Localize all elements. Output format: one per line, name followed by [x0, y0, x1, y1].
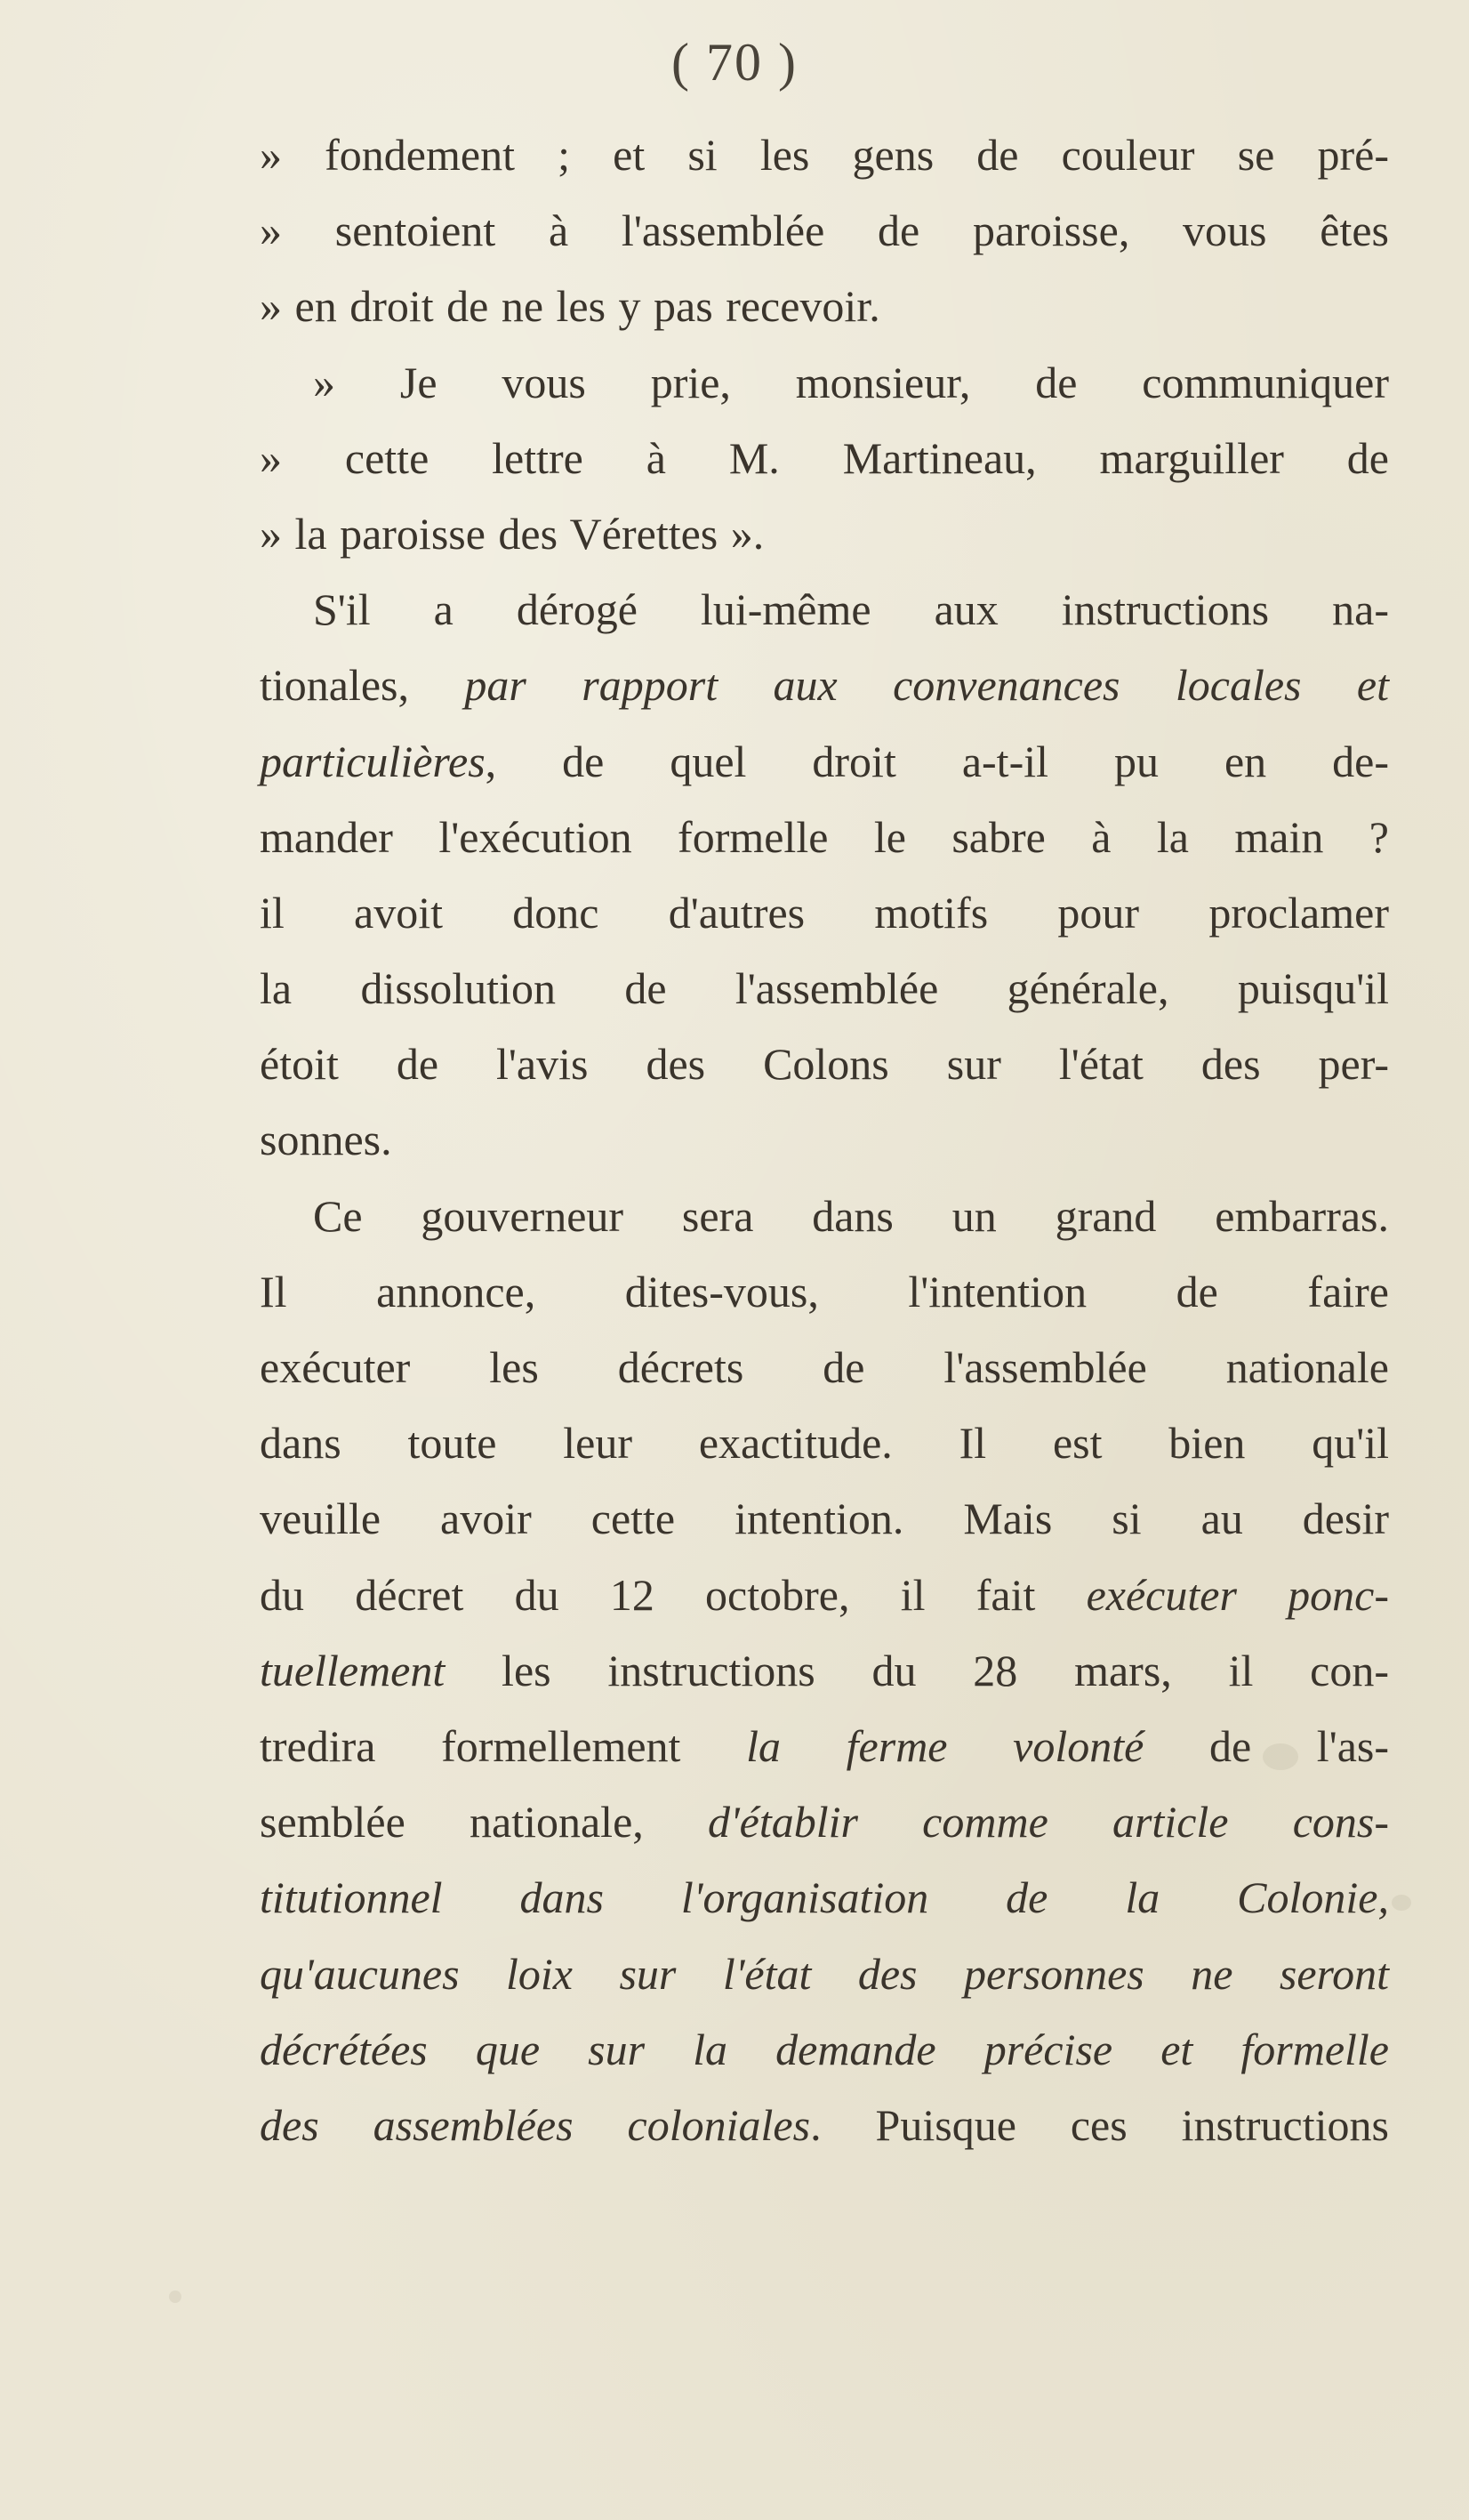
text-line [260, 1558, 1389, 1633]
text-line [260, 1405, 1389, 1481]
text-line [260, 951, 1389, 1027]
roman-text: » Je vous prie, monsieur, de communiquer [313, 357, 1389, 407]
text-line [260, 117, 1389, 193]
text-line [260, 421, 1389, 496]
body-text [260, 117, 1389, 2163]
text-line [260, 724, 1389, 800]
roman-text: Il annonce, dites-vous, l'intention de faire [260, 1266, 1389, 1316]
paper-stain [169, 2291, 181, 2303]
text-line [260, 1709, 1389, 1784]
roman-text: » en droit de ne les y pas recevoir. [260, 281, 880, 332]
roman-text: Ce gouverneur sera dans un grand embarras. [313, 1190, 1389, 1241]
text-line [260, 2012, 1389, 2088]
roman-text: tionales, [260, 660, 465, 711]
text-line [260, 1179, 1389, 1254]
text-line [260, 800, 1389, 875]
text-line [260, 269, 1389, 344]
italic-text: tuellement [260, 1645, 446, 1695]
roman-text: dans toute leur exactitude. Il est bien qu'il [260, 1418, 1389, 1469]
text-line [260, 345, 1389, 421]
text-line [260, 2088, 1389, 2163]
roman-text: » fondement ; et si les gens de couleur se pré- [260, 130, 1389, 180]
italic-text: exécuter ponc- [1086, 1569, 1389, 1620]
roman-text: semblée nationale, [260, 1797, 708, 1848]
italic-text: qu'aucunes loix sur l'état des personnes ne seront [260, 1948, 1389, 1999]
italic-text: par rapport aux convenances locales et [464, 660, 1389, 711]
roman-text: tredira formellement [260, 1720, 747, 1771]
roman-text: , de quel droit a-t-il pu en de- [485, 736, 1389, 786]
page-number: ( 70 ) [671, 33, 798, 92]
text-line [260, 193, 1389, 269]
paper-stain [1392, 1895, 1411, 1911]
roman-text: la dissolution de l'assemblée générale, puisqu'il [260, 963, 1389, 1014]
text-line [260, 1481, 1389, 1557]
roman-text: étoit de l'avis des Colons sur l'état des per- [260, 1039, 1389, 1090]
text-line [260, 572, 1389, 648]
text-line [260, 875, 1389, 951]
roman-text: » sentoient à l'assemblée de paroisse, vous êtes [260, 205, 1389, 256]
roman-text: il avoit donc d'autres motifs pour proclamer [260, 887, 1389, 938]
text-line [260, 1254, 1389, 1330]
text-line [260, 648, 1389, 723]
text-line [260, 1936, 1389, 2012]
roman-text: » cette lettre à M. Martineau, marguiller de [260, 432, 1389, 483]
text-line [260, 1633, 1389, 1709]
text-line [260, 496, 1389, 572]
roman-text: exécuter les décrets de l'assemblée nationale [260, 1342, 1389, 1392]
text-line [260, 1860, 1389, 1936]
roman-text: mander l'exécution formelle le sabre à la main ? [260, 811, 1389, 862]
text-line [260, 1027, 1389, 1102]
roman-text: » la paroisse des Vérettes ». [260, 508, 765, 559]
roman-text: les instructions du 28 mars, il con- [445, 1645, 1389, 1695]
italic-text: titutionnel dans l'organisation de la Colonie, [260, 1872, 1389, 1923]
italic-text: particulières [260, 736, 486, 786]
roman-text: sonnes. [260, 1115, 392, 1165]
roman-text: . Puisque ces instructions [810, 2099, 1389, 2150]
roman-text: du décret du 12 octobre, il fait [260, 1569, 1087, 1620]
roman-text: S'il a dérogé lui-même aux instructions na- [313, 584, 1389, 635]
roman-text: veuille avoir cette intention. Mais si au desir [260, 1493, 1389, 1544]
roman-text: de l'as- [1144, 1720, 1389, 1771]
text-line [260, 1330, 1389, 1405]
text-line [260, 1784, 1389, 1860]
italic-text: décrétées que sur la demande précise et formelle [260, 2024, 1389, 2074]
italic-text: d'établir comme article cons- [707, 1797, 1389, 1848]
text-line [260, 1102, 1389, 1178]
italic-text: des assemblées coloniales [260, 2099, 811, 2150]
italic-text: la ferme volonté [746, 1720, 1144, 1771]
